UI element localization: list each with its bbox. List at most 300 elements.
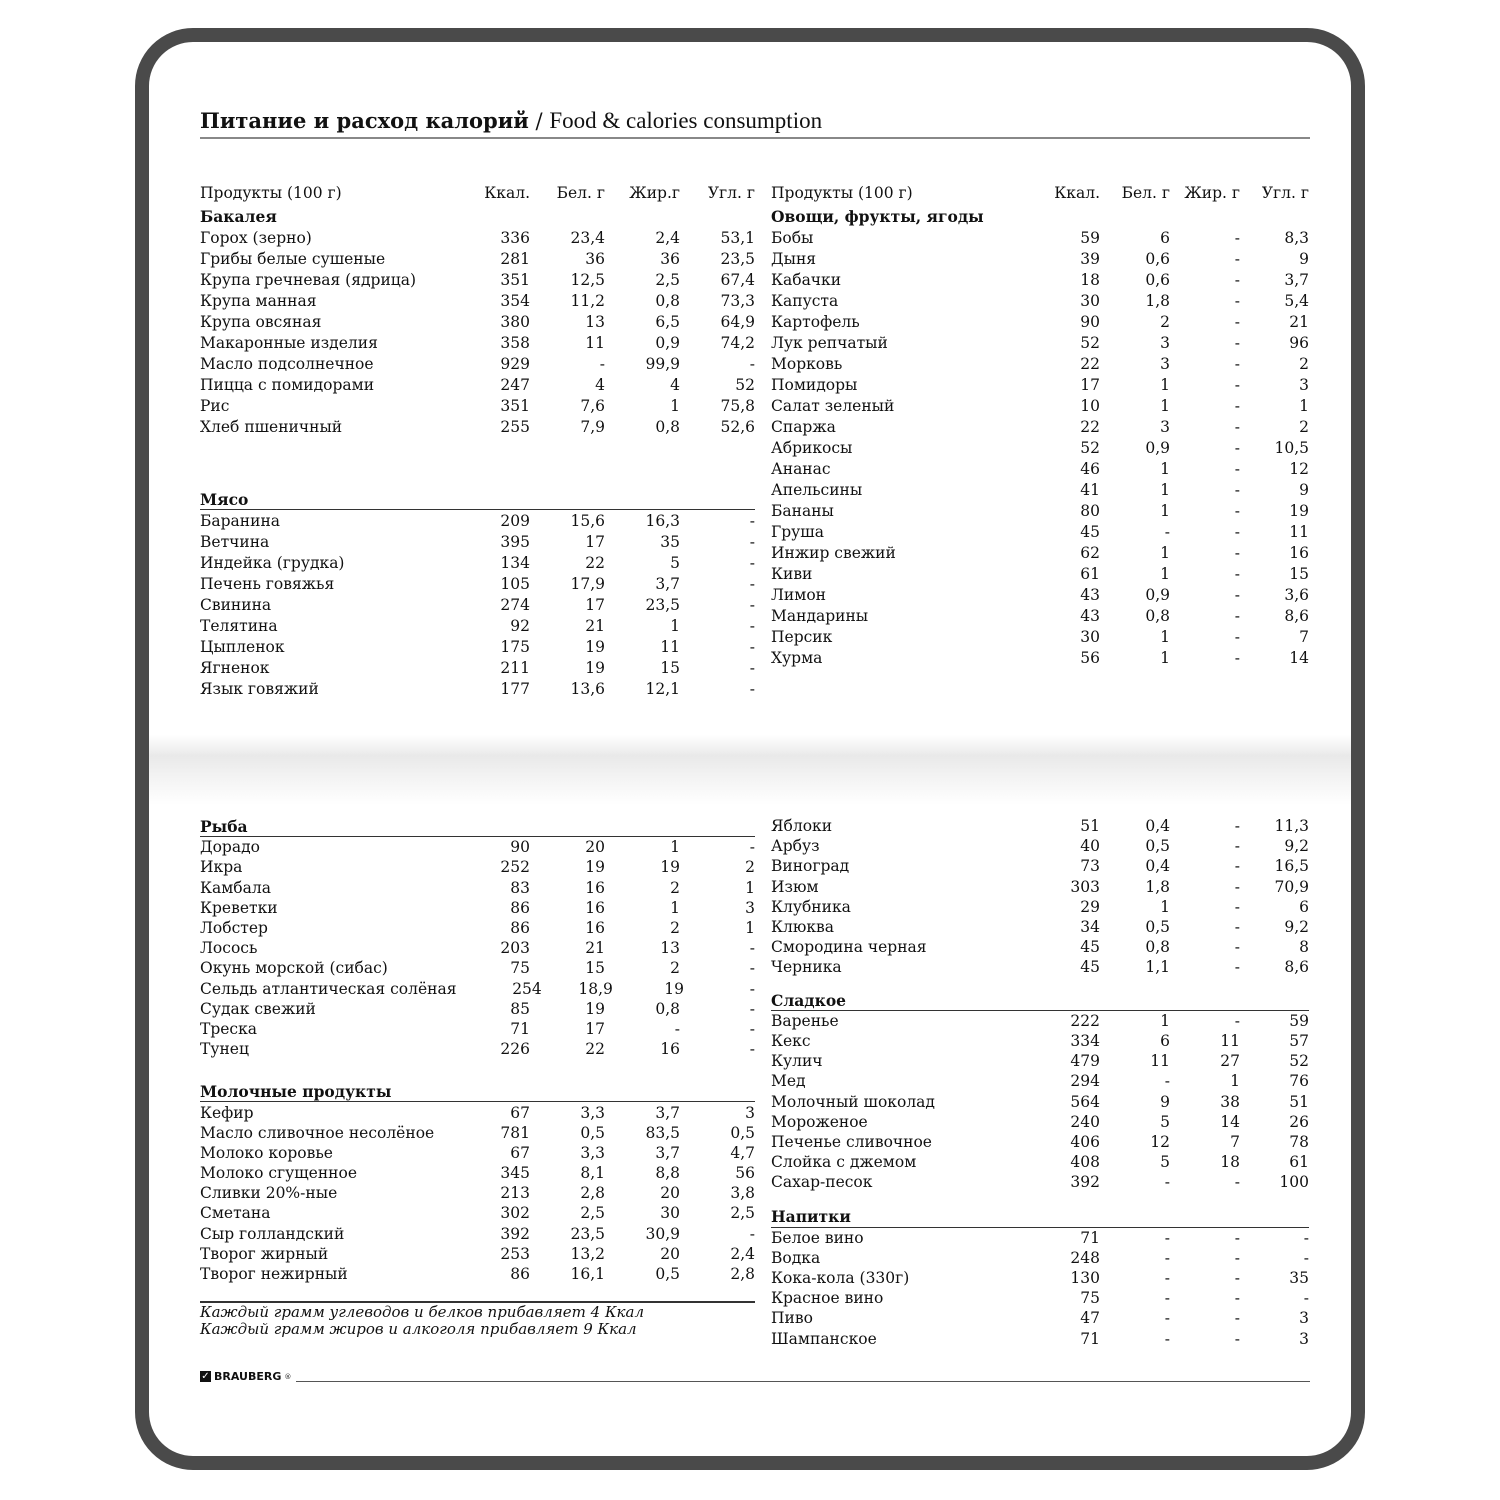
product-name-cell: Творог нежирный [200,1265,348,1284]
carbs-cell: 8,3 [1284,228,1309,247]
kcal-cell: 255 [500,417,530,436]
kcal-cell: 247 [500,375,530,394]
protein-cell: 21 [585,939,605,958]
carbs-cell: - [749,511,755,530]
protein-cell: 1 [1160,396,1170,415]
table-left-bottom [200,817,755,1284]
carbs-cell: - [749,1019,755,1038]
protein-cell: - [1164,1269,1170,1288]
fat-cell: 5 [670,553,680,572]
table-row [771,500,1309,521]
carbs-cell: 8,6 [1284,606,1309,625]
kcal-cell: 211 [500,658,530,677]
table-row [771,332,1309,353]
table-row [771,957,1309,977]
section-title-ovoshchi: Овощи, фрукты, ягоды [771,207,984,226]
protein-cell: 1 [1160,1011,1170,1030]
kcal-cell: 345 [500,1164,530,1183]
fat-cell: 0,8 [655,999,680,1018]
protein-cell: - [1164,1173,1170,1192]
fat-cell: - [1234,938,1240,957]
carbs-cell: 16 [1289,543,1309,562]
spacer [200,1059,755,1082]
kcal-cell: 45 [1080,958,1100,977]
carbs-cell: 56 [735,1164,755,1183]
fat-cell: - [1234,438,1240,457]
fat-cell: - [1234,480,1240,499]
carbs-cell: 2,4 [730,1244,755,1263]
carbs-cell: - [749,616,755,635]
protein-cell: 1 [1160,459,1170,478]
fat-cell: 23,5 [645,595,680,614]
table-row [200,1039,755,1059]
protein-cell: 15 [585,959,605,978]
product-name-cell: Крупа овсяная [200,312,322,331]
carbs-cell: 51 [1289,1092,1309,1111]
product-name-cell: Ветчина [200,532,270,551]
fat-cell: 0,8 [655,291,680,310]
protein-cell: 36 [585,249,605,268]
product-name-cell: Хлеб пшеничный [200,417,343,436]
table-row [771,290,1309,311]
table-row [771,227,1309,248]
spacer [200,437,755,489]
kcal-cell: 213 [500,1184,530,1203]
section-title-sladkoe: Сладкое [771,991,1309,1011]
fat-cell: 83,5 [645,1123,680,1142]
table-row [200,1123,755,1143]
fat-cell: 11 [1220,1031,1240,1050]
fat-cell: 0,5 [655,1265,680,1284]
brand-logo [200,1370,291,1383]
protein-cell: 21 [585,616,605,635]
carbs-cell: 11,3 [1274,817,1309,836]
kcal-cell: 67 [510,1143,530,1162]
kcal-cell: 52 [1080,438,1100,457]
fat-cell: - [1234,501,1240,520]
carbs-cell: 9 [1299,249,1309,268]
product-name-cell: Кефир [200,1103,254,1122]
protein-cell: 16,1 [570,1265,605,1284]
product-name-cell: Сельдь атлантическая солёная [200,979,457,998]
fat-cell: - [1234,333,1240,352]
kcal-cell: 22 [1080,354,1100,373]
fat-cell: - [1234,1269,1240,1288]
protein-cell: 4 [595,375,605,394]
table-row [200,636,755,657]
kcal-cell: 781 [500,1123,530,1142]
product-name-cell: Слойка с джемом [771,1153,917,1172]
product-name-cell: Кулич [771,1052,823,1071]
carbs-cell: 3 [745,898,755,917]
product-name-cell: Грибы белые сушеные [200,249,386,268]
kcal-cell: 59 [1080,228,1100,247]
table-row [200,1183,755,1203]
protein-cell: - [1164,1228,1170,1247]
kcal-cell: 226 [500,1040,530,1059]
fat-cell: 20 [660,1244,680,1263]
header-kcal: Ккал. [484,184,530,202]
product-name-cell: Сливки 20%-ные [200,1184,338,1203]
fat-cell: - [1234,1011,1240,1030]
protein-cell: 16 [585,878,605,897]
table-row [771,311,1309,332]
product-name-cell: Камбала [200,878,271,897]
carbs-cell: 35 [1289,1269,1309,1288]
protein-cell: 1 [1160,375,1170,394]
carbs-cell: 12 [1289,459,1309,478]
kcal-cell: 22 [1080,417,1100,436]
table-row [200,374,755,395]
fat-cell: 30 [660,1204,680,1223]
product-name-cell: Мандарины [771,606,869,625]
product-name-cell: Помидоры [771,375,858,394]
table-right-bottom [771,816,1309,1349]
protein-cell: 13,6 [570,679,605,698]
fat-cell: 2 [670,959,680,978]
fat-cell: - [1234,228,1240,247]
protein-cell: 3 [1160,417,1170,436]
product-name-cell: Смородина черная [771,938,927,957]
header-protein: Бел. г [556,184,605,202]
product-name-cell: Пиво [771,1309,813,1328]
header-product-name: Продукты (100 г) [771,184,913,202]
protein-cell: 15,6 [570,511,605,530]
protein-cell: 2,5 [580,1204,605,1223]
protein-cell: 20 [585,838,605,857]
table-row [771,248,1309,269]
carbs-cell: 3 [745,1103,755,1122]
table-row [200,353,755,374]
table-row [771,1031,1309,1051]
product-name-cell: Горох (зерно) [200,228,312,247]
fat-cell: - [1234,606,1240,625]
protein-cell: 11 [585,333,605,352]
protein-cell: 1,8 [1145,291,1170,310]
kcal-cell: 90 [1080,312,1100,331]
kcal-cell: 46 [1080,459,1100,478]
kcal-cell: 105 [500,574,530,593]
fat-cell: - [1234,1289,1240,1308]
carbs-cell: 3 [1299,375,1309,394]
kcal-cell: 358 [500,333,530,352]
table-row [200,958,755,978]
fat-cell: - [1234,375,1240,394]
product-name-cell: Арбуз [771,837,820,856]
product-name-cell: Ягненок [200,658,270,677]
kcal-cell: 86 [510,898,530,917]
fat-cell: 19 [664,979,684,998]
kcal-cell: 253 [500,1244,530,1263]
kcal-cell: 274 [500,595,530,614]
protein-cell: 2,8 [580,1184,605,1203]
table-row [200,227,755,248]
carbs-cell: - [749,595,755,614]
carbs-cell: 8,6 [1284,958,1309,977]
kcal-cell: 395 [500,532,530,551]
product-name-cell: Масло сливочное несолёное [200,1123,435,1142]
kcal-cell: 209 [500,511,530,530]
protein-cell: 3,3 [580,1103,605,1122]
table-row [200,857,755,877]
kcal-cell: 92 [510,616,530,635]
table-row [200,1163,755,1183]
product-name-cell: Сметана [200,1204,271,1223]
table-row [200,1224,755,1244]
kcal-cell: 30 [1080,291,1100,310]
table-row [200,898,755,918]
table-row [200,1143,755,1163]
carbs-cell: - [749,999,755,1018]
product-name-cell: Телятина [200,616,278,635]
carbs-cell: 59 [1289,1011,1309,1030]
header-protein: Бел. г [1121,184,1170,202]
protein-cell: 1 [1160,648,1170,667]
product-name-cell: Хурма [771,648,823,667]
protein-cell: 0,9 [1145,438,1170,457]
product-name-cell: Мороженое [771,1112,868,1131]
kcal-cell: 175 [500,637,530,656]
kcal-cell: 177 [500,679,530,698]
fat-cell: 20 [660,1184,680,1203]
protein-cell: 1 [1160,627,1170,646]
protein-cell: - [1164,1072,1170,1091]
table-row [200,416,755,437]
table-row [771,1071,1309,1091]
fat-cell: 1 [670,396,680,415]
table-row [771,416,1309,437]
fat-cell: - [1234,817,1240,836]
product-name-cell: Креветки [200,898,278,917]
carbs-cell: 1 [745,878,755,897]
kcal-cell: 34 [1080,918,1100,937]
fat-cell: - [1234,564,1240,583]
table-row [200,615,755,636]
kcal-cell: 45 [1080,522,1100,541]
fat-cell: 13 [660,939,680,958]
product-name-cell: Свинина [200,595,272,614]
table-row [200,1102,755,1122]
protein-cell: - [1164,1248,1170,1267]
carbs-cell: 2 [1299,417,1309,436]
fat-cell: 1 [670,898,680,917]
fat-cell: - [1234,1309,1240,1328]
fat-cell: - [1234,837,1240,856]
protein-cell: 5 [1160,1153,1170,1172]
protein-cell: - [1164,1309,1170,1328]
carbs-cell: - [749,574,755,593]
fat-cell: 2 [670,878,680,897]
carbs-cell: 9,2 [1284,837,1309,856]
carbs-cell: 8 [1299,938,1309,957]
product-name-cell: Бобы [771,228,814,247]
product-name-cell: Морковь [771,354,843,373]
kcal-cell: 80 [1080,501,1100,520]
protein-cell: 2 [1160,312,1170,331]
table-row [200,594,755,615]
protein-cell: 3 [1160,333,1170,352]
carbs-cell: 52 [735,375,755,394]
carbs-cell: 2,8 [730,1265,755,1284]
carbs-cell: 2 [1299,354,1309,373]
protein-cell: 17 [585,532,605,551]
carbs-cell: - [749,959,755,978]
table-row [200,531,755,552]
protein-cell: 13 [585,312,605,331]
fat-cell: 35 [660,532,680,551]
carbs-cell: 21 [1289,312,1309,331]
carbs-cell: 19 [1289,501,1309,520]
header-kcal: Ккал. [1054,184,1100,202]
fat-cell: 19 [660,858,680,877]
carbs-cell: 26 [1289,1112,1309,1131]
fat-cell: - [1234,918,1240,937]
product-name-cell: Индейка (грудка) [200,553,345,572]
product-name-cell: Варенье [771,1011,839,1030]
section-title-bakaleya: Бакалея [200,207,277,226]
section-title-napitki: Напитки [771,1207,1309,1227]
fat-cell: - [1234,396,1240,415]
protein-cell: 0,8 [1145,606,1170,625]
product-name-cell: Молоко сгущенное [200,1164,357,1183]
check-icon: ✓ [201,1371,210,1382]
fat-cell: 7 [1230,1132,1240,1151]
table-row [200,332,755,353]
protein-cell: 23,5 [570,1224,605,1243]
table-row [200,657,755,678]
kcal-cell: 281 [500,249,530,268]
kcal-cell: 29 [1080,897,1100,916]
table-row [771,437,1309,458]
table-right-top [771,180,1309,668]
kcal-cell: 222 [1070,1011,1100,1030]
carbs-cell: - [749,979,756,998]
kcal-cell: 71 [510,1019,530,1038]
protein-cell: 3 [1160,354,1170,373]
product-name-cell: Груша [771,522,824,541]
table-row [200,918,755,938]
product-name-cell: Киви [771,564,813,583]
kcal-cell: 252 [500,858,530,877]
kcal-cell: 67 [510,1103,530,1122]
fat-cell: 15 [660,658,680,677]
kcal-cell: 47 [1080,1309,1100,1328]
kcal-cell: 408 [1070,1153,1100,1172]
carbs-cell: 67,4 [720,270,755,289]
product-name-cell: Крупа манная [200,291,317,310]
carbs-cell: 76 [1289,1072,1309,1091]
protein-cell: 12,5 [570,270,605,289]
product-name-cell: Яблоки [771,817,833,836]
protein-cell: 19 [585,999,605,1018]
table-row [200,311,755,332]
protein-cell: 12 [1150,1132,1170,1151]
carbs-cell: - [749,679,755,698]
protein-cell: 17,9 [570,574,605,593]
footer-rule [296,1381,1310,1382]
header-fat: Жир. г [1184,184,1240,202]
fat-cell: - [1234,249,1240,268]
kcal-cell: 929 [500,354,530,373]
registered-mark: ® [284,1372,292,1381]
product-name-cell: Тунец [200,1040,249,1059]
product-name-cell: Кабачки [771,270,842,289]
protein-cell: 16 [585,898,605,917]
protein-cell: 0,8 [1145,938,1170,957]
table-row [771,374,1309,395]
kcal-cell: 61 [1080,564,1100,583]
protein-cell: 5 [1160,1112,1170,1131]
table-row [200,510,755,531]
kcal-cell: 71 [1080,1329,1100,1348]
table-row [771,1091,1309,1111]
kcal-cell: 71 [1080,1228,1100,1247]
protein-cell: 13,2 [570,1244,605,1263]
kcal-cell: 40 [1080,837,1100,856]
kcal-cell: 52 [1080,333,1100,352]
carbs-cell: 75,8 [720,396,755,415]
kcal-cell: 90 [510,838,530,857]
carbs-cell: 11 [1289,522,1309,541]
fat-cell: 1 [670,616,680,635]
kcal-cell: 43 [1080,585,1100,604]
carbs-cell: - [749,658,755,677]
protein-cell: - [1164,1289,1170,1308]
kcal-cell: 41 [1080,480,1100,499]
protein-cell: 16 [585,919,605,938]
table-row [771,1228,1309,1248]
kcal-cell: 380 [500,312,530,331]
kcal-cell: 17 [1080,375,1100,394]
protein-cell: 9 [1160,1092,1170,1111]
product-name-cell: Крупа гречневая (ядрица) [200,270,417,289]
table-row [771,1268,1309,1288]
kcal-cell: 406 [1070,1132,1100,1151]
fat-cell: - [1234,1329,1240,1348]
product-name-cell: Баранина [200,511,281,530]
protein-cell: - [1164,522,1170,541]
fat-cell: 2,5 [655,270,680,289]
header-product-name: Продукты (100 г) [200,184,342,202]
table-row [200,999,755,1019]
fat-cell: - [1234,459,1240,478]
table-row [771,1329,1309,1349]
protein-cell: 1 [1160,543,1170,562]
fat-cell: - [1234,1173,1240,1192]
kcal-cell: 85 [510,999,530,1018]
table-row [771,479,1309,500]
product-name-cell: Судак свежий [200,999,316,1018]
protein-cell: - [599,354,605,373]
kcal-cell: 240 [1070,1112,1100,1131]
product-name-cell: Белое вино [771,1228,864,1247]
table-row [771,816,1309,836]
fat-cell: 3,7 [655,1103,680,1122]
fat-cell: - [1234,585,1240,604]
kcal-cell: 10 [1080,396,1100,415]
table-row [771,1308,1309,1328]
protein-cell: 7,6 [580,396,605,415]
protein-cell: 0,6 [1145,249,1170,268]
carbs-cell: 1 [745,919,755,938]
product-name-cell: Пицца с помидорами [200,375,375,394]
protein-cell: 22 [585,1040,605,1059]
product-name-cell: Сыр голландский [200,1224,345,1243]
carbs-cell: 14 [1289,648,1309,667]
kcal-cell: 75 [1080,1289,1100,1308]
product-name-cell: Кекс [771,1031,811,1050]
kcal-cell: 130 [1070,1269,1100,1288]
